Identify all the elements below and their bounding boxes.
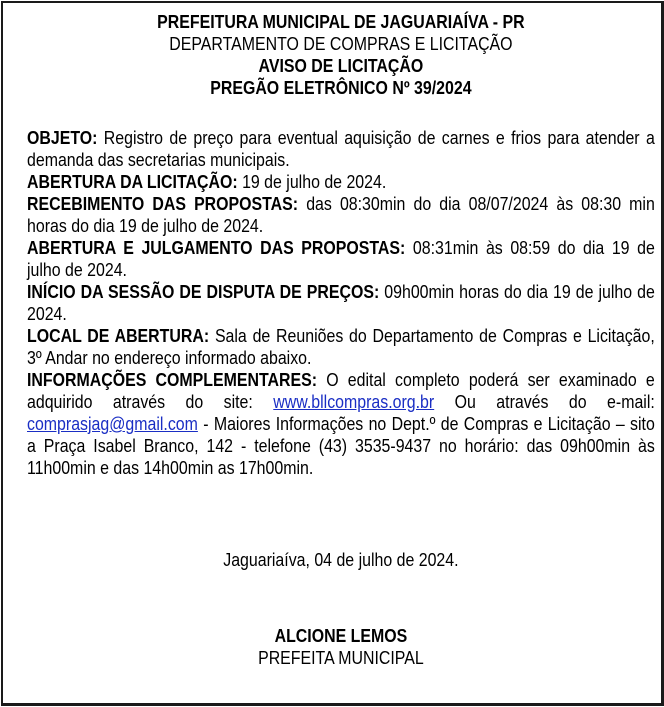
site-link[interactable]: www.bllcompras.org.br: [273, 391, 435, 412]
section-recebimento: [27, 193, 655, 237]
section-text: Registro de preço para eventual aquisição de carnes e frios para atender a demanda das secretarias municipais.: [27, 127, 655, 170]
section-text: 08:31min às 08:59 do dia 19 de julho de 2024.: [27, 237, 655, 280]
section-abertura: [27, 171, 655, 193]
section-text: 09h00min horas do dia 19 de julho de 2024.: [27, 281, 655, 324]
section-label: RECEBIMENTO DAS PROPOSTAS:: [27, 193, 299, 214]
section-label: ABERTURA DA LICITAÇÃO:: [27, 171, 238, 192]
email-link[interactable]: comprasjag@gmail.com: [27, 413, 198, 434]
section-label: INÍCIO DA SESSÃO DE DISPUTA DE PREÇOS:: [27, 281, 380, 302]
section-text: O edital completo poderá ser examinado e adquirido através do site:: [27, 369, 655, 412]
section-text: - Maiores Informações no Dept.º de Compras e Licitação – sito a Praça Isabel Branco, 142 - telefone (43) 3535-9437 no horário: das 09h00min às 11h00min e das 14h00min as 17h00min.: [27, 413, 655, 478]
section-julgamento: [27, 237, 655, 281]
section-label: LOCAL DE ABERTURA:: [27, 325, 210, 346]
section-text: Ou através do e-mail:: [434, 391, 655, 412]
section-label: OBJETO:: [27, 127, 98, 148]
section-text: 19 de julho de 2024.: [237, 171, 387, 192]
notice-frame: [1, 1, 664, 706]
notice-type: AVISO DE LICITAÇÃO: [258, 55, 424, 76]
signatory-title: PREFEITA MUNICIPAL: [258, 647, 424, 668]
section-text: Sala de Reuniões do Departamento de Compras e Licitação, 3º Andar no endereço informado abaixo.: [27, 325, 655, 368]
department-title: DEPARTAMENTO DE COMPRAS E LICITAÇÃO: [169, 33, 513, 54]
section-disputa: [27, 281, 655, 325]
section-label: ABERTURA E JULGAMENTO DAS PROPOSTAS:: [27, 237, 406, 258]
section-local: [27, 325, 655, 369]
notice-body: [27, 127, 655, 479]
section-label: INFORMAÇÕES COMPLEMENTARES:: [27, 369, 317, 390]
section-informacoes: [27, 369, 655, 479]
date-line: Jaguariaíva, 04 de julho de 2024.: [223, 549, 459, 570]
signatory-name: ALCIONE LEMOS: [274, 625, 408, 646]
section-objeto: [27, 127, 655, 171]
auction-number: PREGÃO ELETRÔNICO Nº 39/2024: [210, 77, 472, 98]
section-text: das 08:30min do dia 08/07/2024 às 08:30 min horas do dia 19 de julho de 2024.: [27, 193, 655, 236]
municipality-title: PREFEITURA MUNICIPAL DE JAGUARIAÍVA - PR: [157, 11, 525, 32]
